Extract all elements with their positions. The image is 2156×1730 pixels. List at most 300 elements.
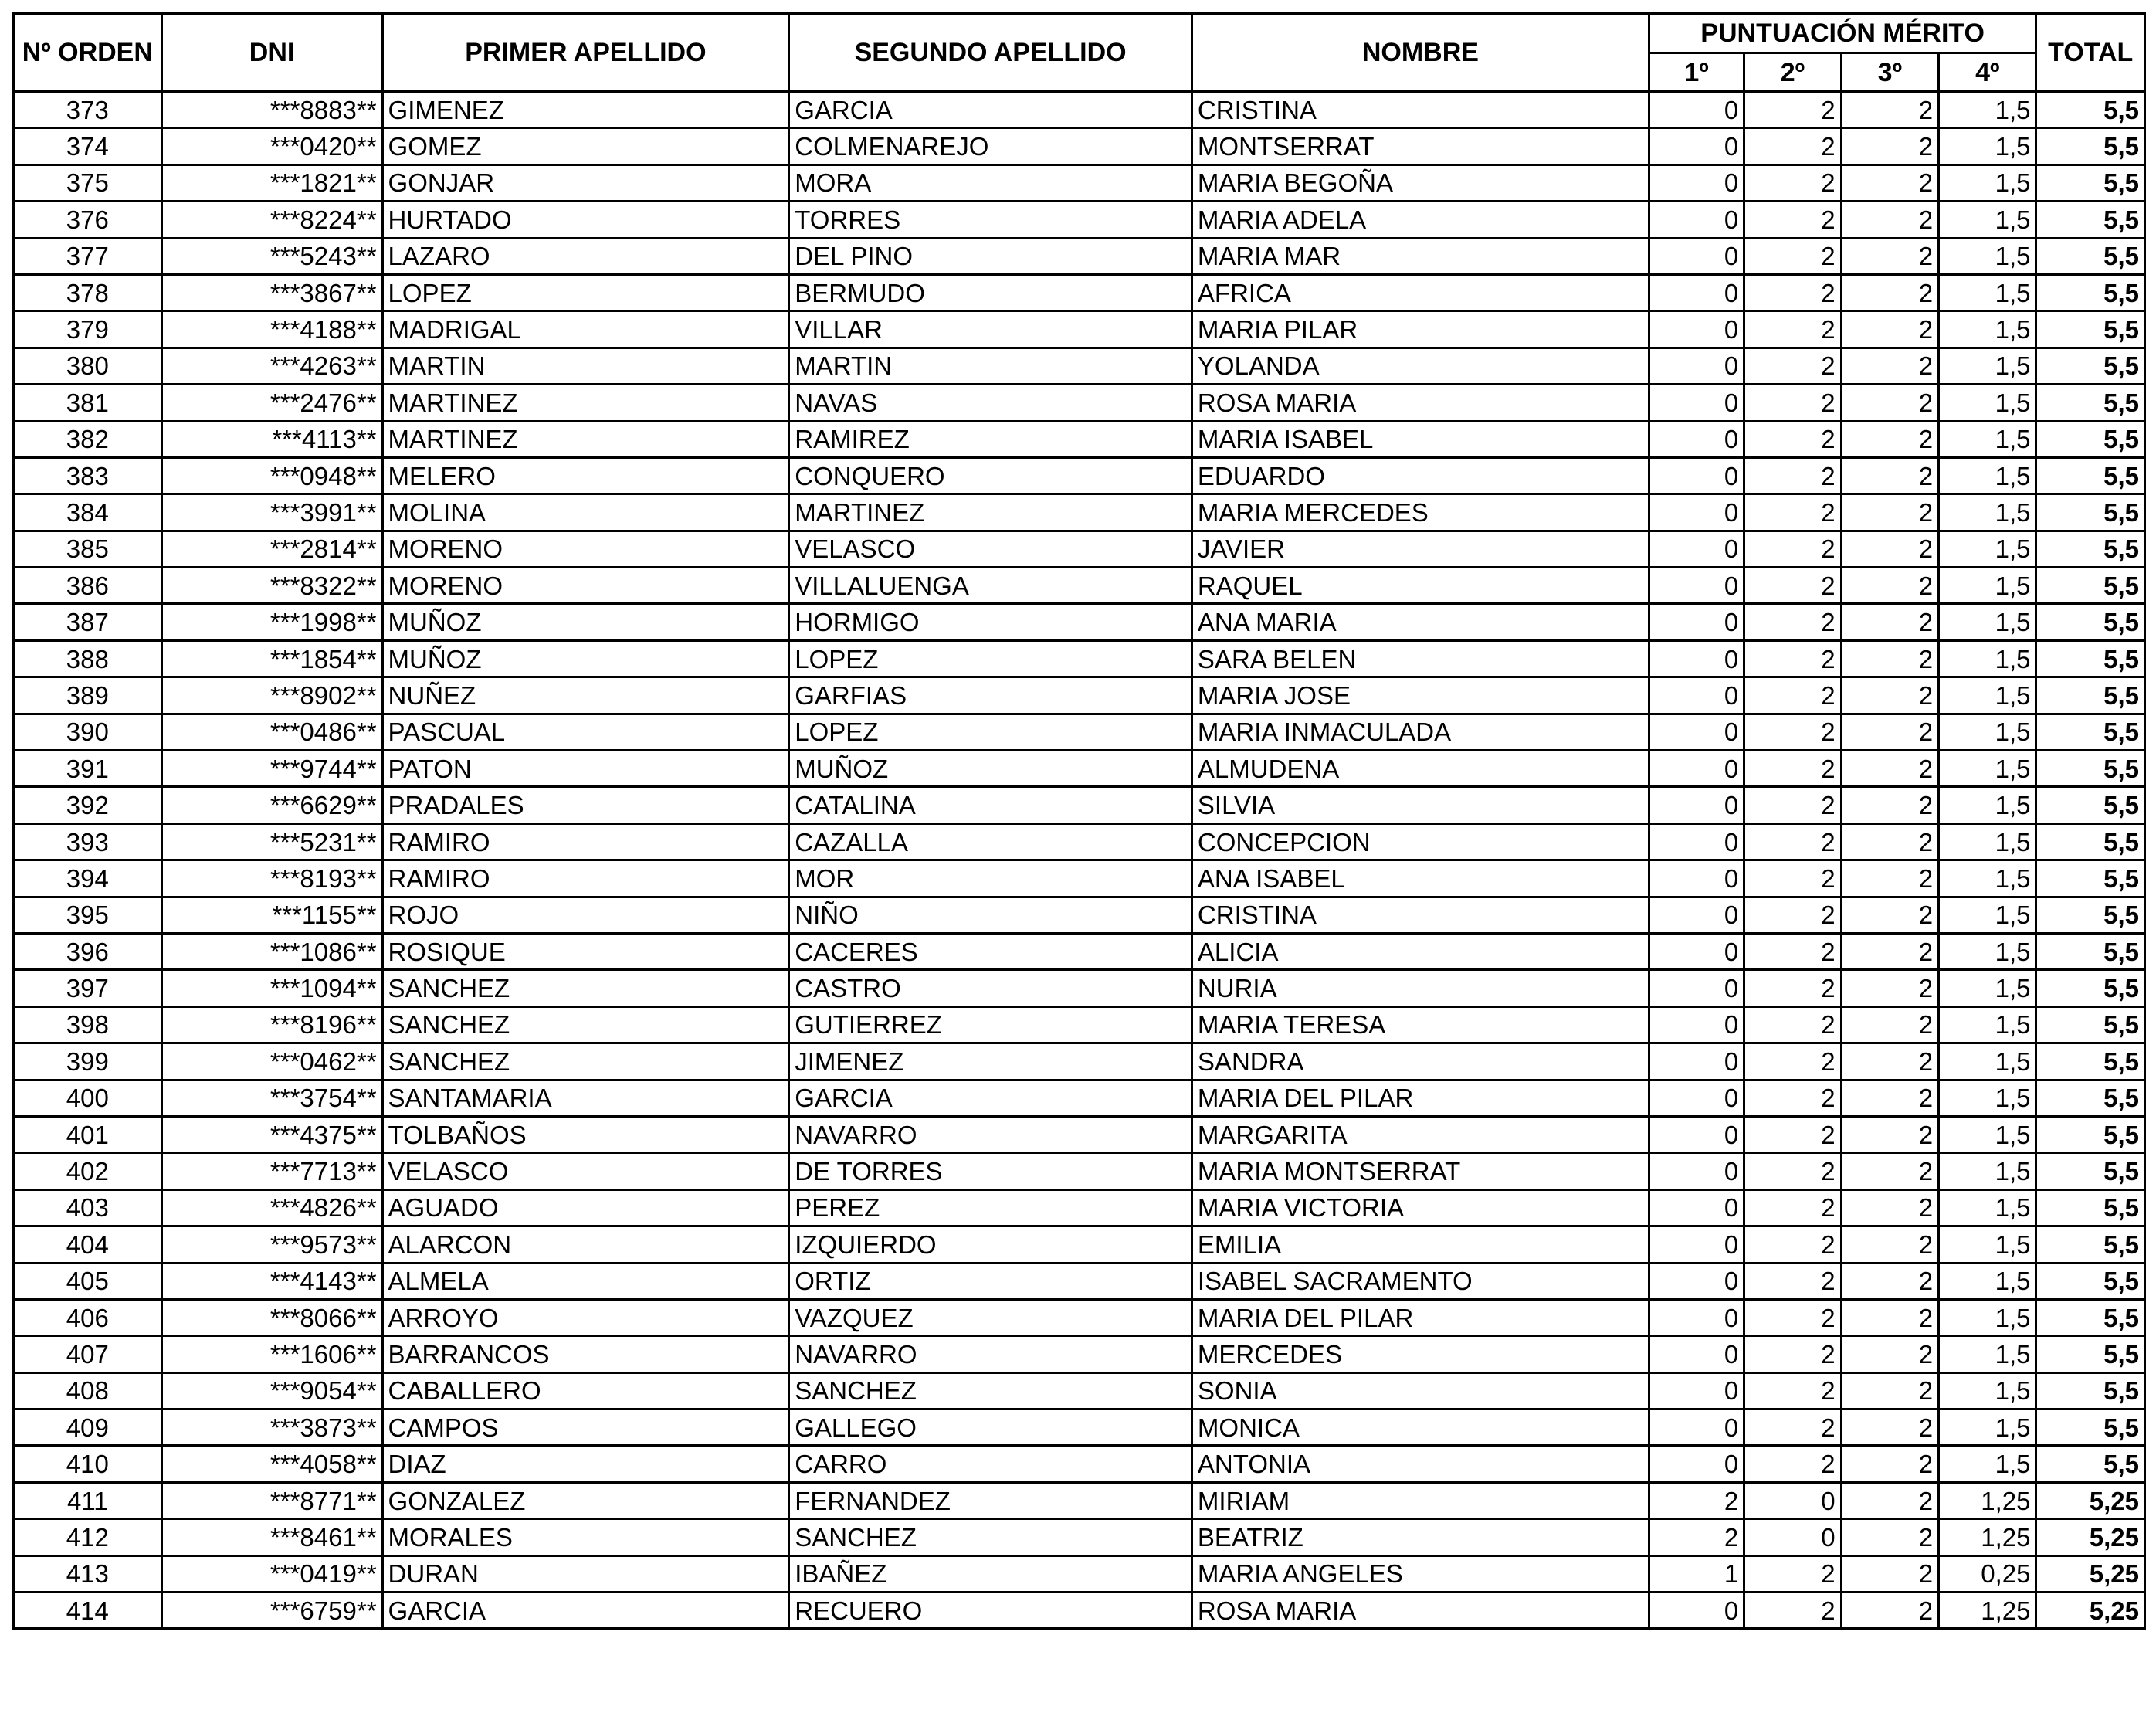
cell-p2: 2 <box>1744 311 1841 348</box>
cell-p1: 0 <box>1649 165 1744 201</box>
table-row <box>14 860 2145 897</box>
cell-p2: 2 <box>1744 1263 1841 1299</box>
cell-total: 5,5 <box>2036 823 2145 860</box>
cell-p4: 1,25 <box>1939 1519 2036 1555</box>
cell-total: 5,5 <box>2036 714 2145 750</box>
cell-total: 5,5 <box>2036 165 2145 201</box>
cell-total: 5,5 <box>2036 202 2145 238</box>
cell-orden: 374 <box>14 128 162 165</box>
cell-p2: 2 <box>1744 714 1841 750</box>
cell-p2: 2 <box>1744 202 1841 238</box>
cell-p3: 2 <box>1841 238 1938 274</box>
cell-p2: 2 <box>1744 165 1841 201</box>
cell-p1: 0 <box>1649 1263 1744 1299</box>
cell-total: 5,5 <box>2036 274 2145 310</box>
table-row <box>14 1519 2145 1555</box>
cell-total: 5,5 <box>2036 1080 2145 1116</box>
cell-total: 5,5 <box>2036 1409 2145 1446</box>
cell-p3: 2 <box>1841 274 1938 310</box>
cell-nombre: EDUARDO <box>1192 457 1649 494</box>
cell-p2: 2 <box>1744 1153 1841 1189</box>
cell-p2: 2 <box>1744 421 1841 457</box>
cell-p1: 1 <box>1649 1555 1744 1592</box>
cell-primer-apellido: MUÑOZ <box>382 604 789 640</box>
cell-dni: ***0419** <box>161 1555 382 1592</box>
cell-p1: 0 <box>1649 1189 1744 1226</box>
cell-nombre: ANA MARIA <box>1192 604 1649 640</box>
cell-p4: 1,5 <box>1939 202 2036 238</box>
table-row <box>14 1006 2145 1043</box>
cell-dni: ***9744** <box>161 751 382 787</box>
cell-nombre: MONICA <box>1192 1409 1649 1446</box>
table-row <box>14 1593 2145 1629</box>
cell-p1: 0 <box>1649 677 1744 714</box>
cell-p2: 2 <box>1744 787 1841 823</box>
cell-dni: ***8224** <box>161 202 382 238</box>
cell-segundo-apellido: CONQUERO <box>789 457 1192 494</box>
cell-p4: 1,5 <box>1939 165 2036 201</box>
cell-dni: ***8322** <box>161 568 382 604</box>
cell-p1: 0 <box>1649 860 1744 897</box>
cell-dni: ***8902** <box>161 677 382 714</box>
cell-orden: 412 <box>14 1519 162 1555</box>
cell-p4: 1,5 <box>1939 1446 2036 1482</box>
cell-p3: 2 <box>1841 1519 1938 1555</box>
cell-nombre: MIRIAM <box>1192 1482 1649 1518</box>
cell-segundo-apellido: DEL PINO <box>789 238 1192 274</box>
cell-segundo-apellido: PEREZ <box>789 1189 1192 1226</box>
cell-primer-apellido: ARROYO <box>382 1299 789 1335</box>
cell-dni: ***7713** <box>161 1153 382 1189</box>
cell-p1: 0 <box>1649 311 1744 348</box>
cell-orden: 391 <box>14 751 162 787</box>
cell-p3: 2 <box>1841 970 1938 1006</box>
cell-p2: 2 <box>1744 1409 1841 1446</box>
cell-dni: ***4143** <box>161 1263 382 1299</box>
cell-nombre: MARIA VICTORIA <box>1192 1189 1649 1226</box>
cell-nombre: EMILIA <box>1192 1226 1649 1263</box>
cell-segundo-apellido: VELASCO <box>789 531 1192 567</box>
table-header <box>14 14 2145 92</box>
cell-p3: 2 <box>1841 823 1938 860</box>
cell-p3: 2 <box>1841 202 1938 238</box>
cell-p4: 1,25 <box>1939 1482 2036 1518</box>
cell-p3: 2 <box>1841 421 1938 457</box>
cell-p4: 1,5 <box>1939 751 2036 787</box>
cell-orden: 389 <box>14 677 162 714</box>
cell-dni: ***6629** <box>161 787 382 823</box>
cell-orden: 408 <box>14 1372 162 1409</box>
cell-segundo-apellido: NAVARRO <box>789 1336 1192 1372</box>
table-row <box>14 677 2145 714</box>
cell-orden: 373 <box>14 92 162 128</box>
cell-p2: 2 <box>1744 494 1841 531</box>
cell-total: 5,5 <box>2036 897 2145 933</box>
cell-p1: 0 <box>1649 1153 1744 1189</box>
cell-orden: 395 <box>14 897 162 933</box>
cell-segundo-apellido: IBAÑEZ <box>789 1555 1192 1592</box>
cell-total: 5,5 <box>2036 677 2145 714</box>
cell-orden: 399 <box>14 1043 162 1080</box>
cell-segundo-apellido: LOPEZ <box>789 640 1192 677</box>
cell-p4: 1,25 <box>1939 1593 2036 1629</box>
cell-primer-apellido: GARCIA <box>382 1593 789 1629</box>
cell-segundo-apellido: SANCHEZ <box>789 1519 1192 1555</box>
cell-segundo-apellido: DE TORRES <box>789 1153 1192 1189</box>
cell-nombre: SILVIA <box>1192 787 1649 823</box>
table-row <box>14 165 2145 201</box>
cell-orden: 410 <box>14 1446 162 1482</box>
cell-primer-apellido: TOLBAÑOS <box>382 1116 789 1152</box>
cell-dni: ***6759** <box>161 1593 382 1629</box>
cell-p4: 1,5 <box>1939 128 2036 165</box>
cell-p1: 0 <box>1649 604 1744 640</box>
cell-dni: ***9573** <box>161 1226 382 1263</box>
cell-p2: 2 <box>1744 970 1841 1006</box>
cell-nombre: MARIA ANGELES <box>1192 1555 1649 1592</box>
cell-p3: 2 <box>1841 787 1938 823</box>
cell-dni: ***4058** <box>161 1446 382 1482</box>
cell-nombre: MARIA JOSE <box>1192 677 1649 714</box>
cell-segundo-apellido: HORMIGO <box>789 604 1192 640</box>
cell-p4: 1,5 <box>1939 568 2036 604</box>
table-row <box>14 1555 2145 1592</box>
cell-dni: ***1998** <box>161 604 382 640</box>
cell-p1: 0 <box>1649 494 1744 531</box>
cell-total: 5,5 <box>2036 92 2145 128</box>
table-row <box>14 1043 2145 1080</box>
cell-total: 5,5 <box>2036 421 2145 457</box>
cell-primer-apellido: PRADALES <box>382 787 789 823</box>
cell-total: 5,25 <box>2036 1519 2145 1555</box>
cell-p4: 1,5 <box>1939 1080 2036 1116</box>
cell-orden: 378 <box>14 274 162 310</box>
cell-orden: 377 <box>14 238 162 274</box>
cell-p2: 2 <box>1744 1116 1841 1152</box>
cell-p2: 2 <box>1744 897 1841 933</box>
cell-segundo-apellido: TORRES <box>789 202 1192 238</box>
cell-orden: 413 <box>14 1555 162 1592</box>
cell-p3: 2 <box>1841 1006 1938 1043</box>
cell-orden: 400 <box>14 1080 162 1116</box>
cell-orden: 401 <box>14 1116 162 1152</box>
cell-p1: 0 <box>1649 421 1744 457</box>
cell-segundo-apellido: LOPEZ <box>789 714 1192 750</box>
table-row <box>14 897 2145 933</box>
table-row <box>14 1482 2145 1518</box>
cell-segundo-apellido: JIMENEZ <box>789 1043 1192 1080</box>
cell-p3: 2 <box>1841 714 1938 750</box>
cell-nombre: ANTONIA <box>1192 1446 1649 1482</box>
cell-orden: 380 <box>14 348 162 384</box>
cell-p2: 2 <box>1744 1299 1841 1335</box>
cell-primer-apellido: MELERO <box>382 457 789 494</box>
cell-segundo-apellido: GARCIA <box>789 92 1192 128</box>
cell-nombre: AFRICA <box>1192 274 1649 310</box>
cell-total: 5,5 <box>2036 494 2145 531</box>
cell-p1: 0 <box>1649 202 1744 238</box>
cell-nombre: ANA ISABEL <box>1192 860 1649 897</box>
cell-segundo-apellido: CATALINA <box>789 787 1192 823</box>
header-primer-apellido: PRIMER APELLIDO <box>382 14 789 92</box>
table-row <box>14 457 2145 494</box>
cell-primer-apellido: PASCUAL <box>382 714 789 750</box>
cell-segundo-apellido: VAZQUEZ <box>789 1299 1192 1335</box>
cell-total: 5,25 <box>2036 1482 2145 1518</box>
cell-p2: 2 <box>1744 1189 1841 1226</box>
table-row <box>14 421 2145 457</box>
cell-p4: 1,5 <box>1939 933 2036 969</box>
cell-p1: 0 <box>1649 1593 1744 1629</box>
cell-nombre: JAVIER <box>1192 531 1649 567</box>
cell-nombre: SANDRA <box>1192 1043 1649 1080</box>
cell-segundo-apellido: VILLALUENGA <box>789 568 1192 604</box>
header-orden: Nº ORDEN <box>14 14 162 92</box>
cell-p4: 1,5 <box>1939 970 2036 1006</box>
cell-segundo-apellido: CASTRO <box>789 970 1192 1006</box>
cell-primer-apellido: ALARCON <box>382 1226 789 1263</box>
cell-primer-apellido: ROSIQUE <box>382 933 789 969</box>
table-row <box>14 1409 2145 1446</box>
cell-segundo-apellido: CACERES <box>789 933 1192 969</box>
table-row <box>14 933 2145 969</box>
cell-nombre: MERCEDES <box>1192 1336 1649 1372</box>
cell-orden: 381 <box>14 385 162 421</box>
cell-dni: ***8066** <box>161 1299 382 1335</box>
cell-primer-apellido: GOMEZ <box>382 128 789 165</box>
cell-p1: 0 <box>1649 1043 1744 1080</box>
cell-orden: 404 <box>14 1226 162 1263</box>
table-row <box>14 311 2145 348</box>
table-row <box>14 1372 2145 1409</box>
cell-nombre: MARIA DEL PILAR <box>1192 1080 1649 1116</box>
table-row <box>14 274 2145 310</box>
cell-p3: 2 <box>1841 1080 1938 1116</box>
cell-total: 5,5 <box>2036 1372 2145 1409</box>
cell-p3: 2 <box>1841 1409 1938 1446</box>
cell-segundo-apellido: RECUERO <box>789 1593 1192 1629</box>
cell-p1: 0 <box>1649 787 1744 823</box>
cell-p3: 2 <box>1841 1263 1938 1299</box>
cell-p4: 1,5 <box>1939 457 2036 494</box>
cell-total: 5,25 <box>2036 1593 2145 1629</box>
cell-p3: 2 <box>1841 568 1938 604</box>
cell-p3: 2 <box>1841 1336 1938 1372</box>
cell-p4: 1,5 <box>1939 494 2036 531</box>
cell-primer-apellido: MUÑOZ <box>382 640 789 677</box>
header-p1: 1º <box>1649 53 1744 92</box>
cell-p2: 2 <box>1744 1446 1841 1482</box>
cell-total: 5,5 <box>2036 1116 2145 1152</box>
cell-nombre: ALMUDENA <box>1192 751 1649 787</box>
cell-dni: ***0420** <box>161 128 382 165</box>
table-row <box>14 787 2145 823</box>
cell-total: 5,25 <box>2036 1555 2145 1592</box>
cell-p1: 0 <box>1649 1372 1744 1409</box>
cell-total: 5,5 <box>2036 751 2145 787</box>
cell-nombre: ROSA MARIA <box>1192 385 1649 421</box>
cell-dni: ***8461** <box>161 1519 382 1555</box>
cell-total: 5,5 <box>2036 1189 2145 1226</box>
cell-p2: 2 <box>1744 1006 1841 1043</box>
cell-p2: 2 <box>1744 640 1841 677</box>
cell-nombre: MARIA MERCEDES <box>1192 494 1649 531</box>
cell-orden: 392 <box>14 787 162 823</box>
cell-p1: 0 <box>1649 751 1744 787</box>
cell-p2: 2 <box>1744 1080 1841 1116</box>
cell-p1: 0 <box>1649 568 1744 604</box>
table-row <box>14 531 2145 567</box>
cell-p2: 2 <box>1744 860 1841 897</box>
cell-p2: 2 <box>1744 238 1841 274</box>
cell-dni: ***3867** <box>161 274 382 310</box>
cell-primer-apellido: MARTINEZ <box>382 385 789 421</box>
header-p4: 4º <box>1939 53 2036 92</box>
cell-orden: 403 <box>14 1189 162 1226</box>
cell-nombre: MARIA ADELA <box>1192 202 1649 238</box>
cell-p2: 2 <box>1744 92 1841 128</box>
table-row <box>14 640 2145 677</box>
cell-total: 5,5 <box>2036 1336 2145 1372</box>
cell-p2: 2 <box>1744 751 1841 787</box>
cell-primer-apellido: HURTADO <box>382 202 789 238</box>
cell-segundo-apellido: ORTIZ <box>789 1263 1192 1299</box>
table-row <box>14 751 2145 787</box>
cell-segundo-apellido: COLMENAREJO <box>789 128 1192 165</box>
cell-dni: ***4113** <box>161 421 382 457</box>
cell-segundo-apellido: RAMIREZ <box>789 421 1192 457</box>
cell-segundo-apellido: NAVAS <box>789 385 1192 421</box>
cell-primer-apellido: SANCHEZ <box>382 1006 789 1043</box>
cell-segundo-apellido: NAVARRO <box>789 1116 1192 1152</box>
cell-p2: 2 <box>1744 604 1841 640</box>
cell-p2: 2 <box>1744 1372 1841 1409</box>
table-body <box>14 92 2145 1629</box>
cell-primer-apellido: MOLINA <box>382 494 789 531</box>
cell-segundo-apellido: GUTIERREZ <box>789 1006 1192 1043</box>
cell-segundo-apellido: GARCIA <box>789 1080 1192 1116</box>
cell-orden: 388 <box>14 640 162 677</box>
cell-orden: 393 <box>14 823 162 860</box>
cell-total: 5,5 <box>2036 1446 2145 1482</box>
table-row <box>14 1299 2145 1335</box>
cell-total: 5,5 <box>2036 531 2145 567</box>
cell-p1: 0 <box>1649 714 1744 750</box>
cell-total: 5,5 <box>2036 1299 2145 1335</box>
cell-p4: 1,5 <box>1939 1336 2036 1372</box>
table-row <box>14 970 2145 1006</box>
cell-p3: 2 <box>1841 385 1938 421</box>
cell-p1: 0 <box>1649 897 1744 933</box>
cell-p2: 2 <box>1744 568 1841 604</box>
cell-p1: 2 <box>1649 1482 1744 1518</box>
cell-orden: 387 <box>14 604 162 640</box>
cell-p3: 2 <box>1841 1226 1938 1263</box>
cell-segundo-apellido: MARTIN <box>789 348 1192 384</box>
cell-primer-apellido: GIMENEZ <box>382 92 789 128</box>
cell-p3: 2 <box>1841 92 1938 128</box>
cell-dni: ***1094** <box>161 970 382 1006</box>
cell-dni: ***4188** <box>161 311 382 348</box>
cell-p3: 2 <box>1841 677 1938 714</box>
cell-nombre: MARIA TERESA <box>1192 1006 1649 1043</box>
cell-nombre: ISABEL SACRAMENTO <box>1192 1263 1649 1299</box>
cell-dni: ***2814** <box>161 531 382 567</box>
header-p3: 3º <box>1841 53 1938 92</box>
cell-orden: 397 <box>14 970 162 1006</box>
cell-orden: 376 <box>14 202 162 238</box>
table-row <box>14 1080 2145 1116</box>
cell-primer-apellido: AGUADO <box>382 1189 789 1226</box>
table-row <box>14 92 2145 128</box>
cell-p4: 1,5 <box>1939 604 2036 640</box>
cell-segundo-apellido: FERNANDEZ <box>789 1482 1192 1518</box>
cell-p3: 2 <box>1841 494 1938 531</box>
cell-primer-apellido: RAMIRO <box>382 860 789 897</box>
table-row <box>14 604 2145 640</box>
cell-p4: 1,5 <box>1939 860 2036 897</box>
cell-total: 5,5 <box>2036 860 2145 897</box>
table-row <box>14 238 2145 274</box>
cell-total: 5,5 <box>2036 1263 2145 1299</box>
cell-p2: 0 <box>1744 1482 1841 1518</box>
header-nombre: NOMBRE <box>1192 14 1649 92</box>
header-puntuacion-merito: PUNTUACIÓN MÉRITO <box>1649 14 2036 53</box>
cell-dni: ***8771** <box>161 1482 382 1518</box>
cell-p1: 0 <box>1649 1336 1744 1372</box>
cell-dni: ***9054** <box>161 1372 382 1409</box>
cell-primer-apellido: MARTINEZ <box>382 421 789 457</box>
cell-p4: 1,5 <box>1939 714 2036 750</box>
cell-nombre: MARIA INMACULADA <box>1192 714 1649 750</box>
cell-orden: 375 <box>14 165 162 201</box>
cell-p1: 2 <box>1649 1519 1744 1555</box>
cell-nombre: SARA BELEN <box>1192 640 1649 677</box>
cell-total: 5,5 <box>2036 1153 2145 1189</box>
cell-p3: 2 <box>1841 1372 1938 1409</box>
cell-p4: 1,5 <box>1939 1409 2036 1446</box>
cell-p3: 2 <box>1841 1482 1938 1518</box>
cell-p4: 1,5 <box>1939 348 2036 384</box>
cell-total: 5,5 <box>2036 128 2145 165</box>
cell-p1: 0 <box>1649 640 1744 677</box>
cell-primer-apellido: CAMPOS <box>382 1409 789 1446</box>
cell-p1: 0 <box>1649 1080 1744 1116</box>
cell-nombre: MARIA DEL PILAR <box>1192 1299 1649 1335</box>
cell-p2: 0 <box>1744 1519 1841 1555</box>
cell-p1: 0 <box>1649 1446 1744 1482</box>
cell-orden: 398 <box>14 1006 162 1043</box>
table-row <box>14 494 2145 531</box>
cell-p1: 0 <box>1649 92 1744 128</box>
header-segundo-apellido: SEGUNDO APELLIDO <box>789 14 1192 92</box>
cell-p3: 2 <box>1841 1299 1938 1335</box>
cell-total: 5,5 <box>2036 787 2145 823</box>
cell-nombre: NURIA <box>1192 970 1649 1006</box>
cell-p1: 0 <box>1649 385 1744 421</box>
table-row <box>14 1263 2145 1299</box>
cell-p4: 1,5 <box>1939 1116 2036 1152</box>
cell-primer-apellido: GONJAR <box>382 165 789 201</box>
table-row <box>14 1116 2145 1152</box>
table-row <box>14 385 2145 421</box>
cell-p4: 1,5 <box>1939 311 2036 348</box>
table-row <box>14 348 2145 384</box>
cell-p3: 2 <box>1841 604 1938 640</box>
cell-p3: 2 <box>1841 165 1938 201</box>
cell-total: 5,5 <box>2036 385 2145 421</box>
cell-p4: 1,5 <box>1939 1153 2036 1189</box>
